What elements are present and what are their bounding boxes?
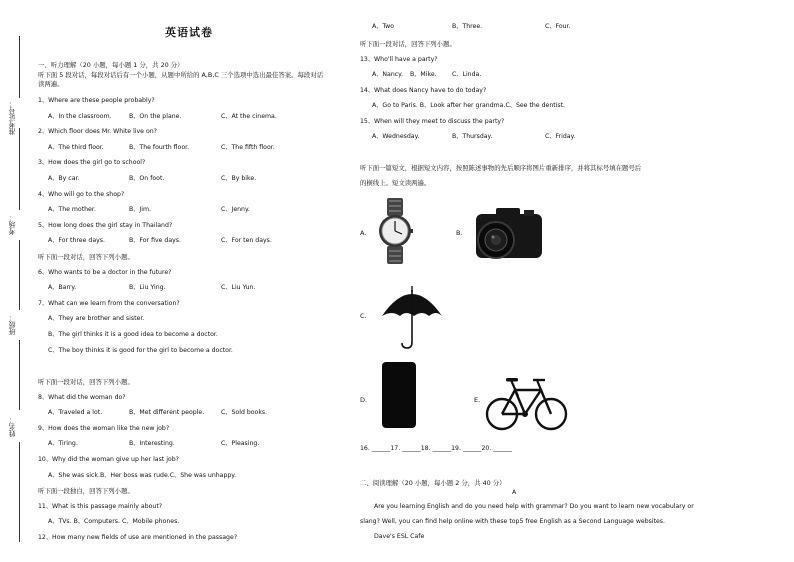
instruction-line-1: 听下面 5 段对话，每段对话后有一个小题，从题中所给的 A,B,C 三个选项中选出最佳答案。每段对话 <box>38 71 324 79</box>
question-14: 14、What does Nancy have to do today? <box>360 87 487 94</box>
answer-option: A、In the classroom. <box>48 112 112 120</box>
answer-option: C、Liu Yun. <box>221 284 256 292</box>
passage-letter: A <box>512 489 517 496</box>
answer-option-line: A、TVs. B、Computers. C、Mobile phones. <box>48 518 180 526</box>
question-text: 3、How does the girl go to school? <box>38 159 146 167</box>
picture-label-d: D. <box>360 396 368 404</box>
answer-option: B、Met different people. <box>129 409 205 417</box>
camera-icon <box>474 206 544 262</box>
q13-option-c: C、Linda. <box>452 71 482 78</box>
mobile-phone-icon <box>382 362 416 428</box>
answer-option-line: C、The boy thinks it is good for the girl to become a doctor. <box>48 346 233 354</box>
answer-option: A、Tiring. <box>48 440 78 448</box>
answer-option-line: B、The girl thinks it is a good idea to become a doctor. <box>48 331 218 338</box>
q13-option-a: A、Nancy. <box>372 71 403 78</box>
answer-option: A、For three days. <box>48 237 105 245</box>
picture-label-c: C. <box>360 312 367 320</box>
answer-option: B、On the plane. <box>129 112 182 120</box>
answer-blanks[interactable]: 16. ______17. ______18. ______19. ______20. ______ <box>360 445 512 452</box>
q12-option-b: B、Three. <box>452 23 483 30</box>
answer-option: B、Liu Ying. <box>129 284 166 292</box>
binding-line-5 <box>19 442 20 542</box>
question-text: 1、Where are these people probably? <box>38 97 155 104</box>
question-text: 7、What can we learn from the conversation? <box>38 299 180 307</box>
question-text: 8、What did the woman do? <box>38 393 126 401</box>
answer-option: A、By car. <box>48 175 80 182</box>
passage-line-1: Are you learning English and do you need help with grammar? Do you want to learn new vocabulary or <box>374 503 694 510</box>
binding-line-2 <box>19 128 20 210</box>
question-text: 5、How long does the girl stay in Thailand? <box>38 221 173 229</box>
question-text: 12、How many new fields of use are mentioned in the passage? <box>38 534 238 541</box>
binding-line-1 <box>19 36 20 98</box>
answer-option: C、By bike. <box>221 175 257 182</box>
question-text: 9、How does the woman like the new job? <box>38 424 170 432</box>
picture-instruction-line-1: 听下面一篇短文，根据短文内容，按照陈述事物的先后顺序将图片重新排序，并将其标号填在题号后 <box>360 164 642 172</box>
answer-option: B、Interesting. <box>129 440 175 448</box>
side-label-exam-number: 准考证号： <box>8 100 16 135</box>
instruction-line-2: 读两遍。 <box>38 80 64 88</box>
answer-option-line: A、They are brother and sister. <box>48 315 145 323</box>
section-note: 听下面一段对话，回答下列小题。 <box>38 378 134 386</box>
q15-option-c: C、Friday. <box>545 133 576 140</box>
q15-option-b: B、Thursday. <box>452 133 493 140</box>
answer-option: B、The fourth floor. <box>129 143 190 151</box>
answer-option: C、Jenny. <box>221 206 250 214</box>
q12-option-a: A、Two <box>372 23 395 30</box>
answer-option: C、The fifth floor. <box>221 143 275 151</box>
page-title: 英语试卷 <box>165 26 213 39</box>
question-13: 13、Who'll have a party? <box>360 56 438 63</box>
answer-option: B、For five days. <box>129 237 181 245</box>
question-text: 2、Which floor does Mr. White live on? <box>38 128 157 136</box>
binding-line-3 <box>19 240 20 310</box>
question-text: 11、What is this passage mainly about? <box>38 502 163 510</box>
dialogue-note: 听下面一段对话，回答下列小题。 <box>360 40 456 48</box>
umbrella-icon <box>380 284 444 350</box>
section2-heading: 二、阅读理解（20 小题，每小题 2 分，共 40 分） <box>360 479 506 487</box>
passage-line-2: slang? Well, you can find help online with these top5 free English as a Second Language websites. <box>360 518 665 525</box>
answer-option: C、Pleasing. <box>221 440 260 448</box>
question-text: 10、Why did the woman give up her last job? <box>38 456 179 463</box>
question-text: 4、Who will go to the shop? <box>38 190 125 198</box>
answer-option: C、At the cinema. <box>221 112 277 120</box>
answer-option: A、The mother. <box>48 206 96 214</box>
section-note: 听下面一段独白，回答下列小题。 <box>38 487 134 496</box>
question-15: 15、When will they meet to discuss the party? <box>360 118 505 125</box>
section-note: 听下面一段对话，回答下列小题。 <box>38 253 134 261</box>
picture-label-b: B. <box>456 229 463 237</box>
picture-label-e: E. <box>474 396 481 404</box>
side-label-exam-room: 考场： <box>8 214 16 235</box>
side-label-class: 班级： <box>8 314 16 335</box>
answer-option-line: A、She was sick.B、Her boss was rude.C、She was unhappy. <box>48 471 237 479</box>
answer-option: A、The third floor. <box>48 143 104 151</box>
answer-option: B、Jim. <box>129 206 151 214</box>
q15-option-a: A、Wednesday. <box>372 133 420 140</box>
answer-option: C、For ten days. <box>221 237 272 245</box>
q13-option-b: B、Mike. <box>410 71 437 78</box>
binding-line-4 <box>19 340 20 410</box>
section1-heading: 一、听力理解（20 小题，每小题 1 分，共 20 分） <box>38 61 184 69</box>
q14-options: A、Go to Paris. B、Look after her grandma.C、See the dentist. <box>372 102 565 109</box>
passage-line-3: Dave's ESL Cafe <box>374 533 425 540</box>
answer-option: C、Sold books. <box>221 409 268 417</box>
answer-option: B、On foot. <box>129 175 165 182</box>
answer-option: A、Barry. <box>48 284 77 292</box>
picture-label-a: A. <box>360 229 367 237</box>
q12-option-c: C、Four. <box>545 23 571 30</box>
side-label-name: 姓名： <box>8 416 16 437</box>
watch-icon <box>378 198 412 264</box>
bicycle-icon <box>485 376 569 432</box>
question-text: 6、Who wants to be a doctor in the future? <box>38 268 172 276</box>
answer-option: A、Traveled a lot. <box>48 409 103 417</box>
picture-instruction-line-2: 的横线上。短文读两遍。 <box>360 179 431 187</box>
